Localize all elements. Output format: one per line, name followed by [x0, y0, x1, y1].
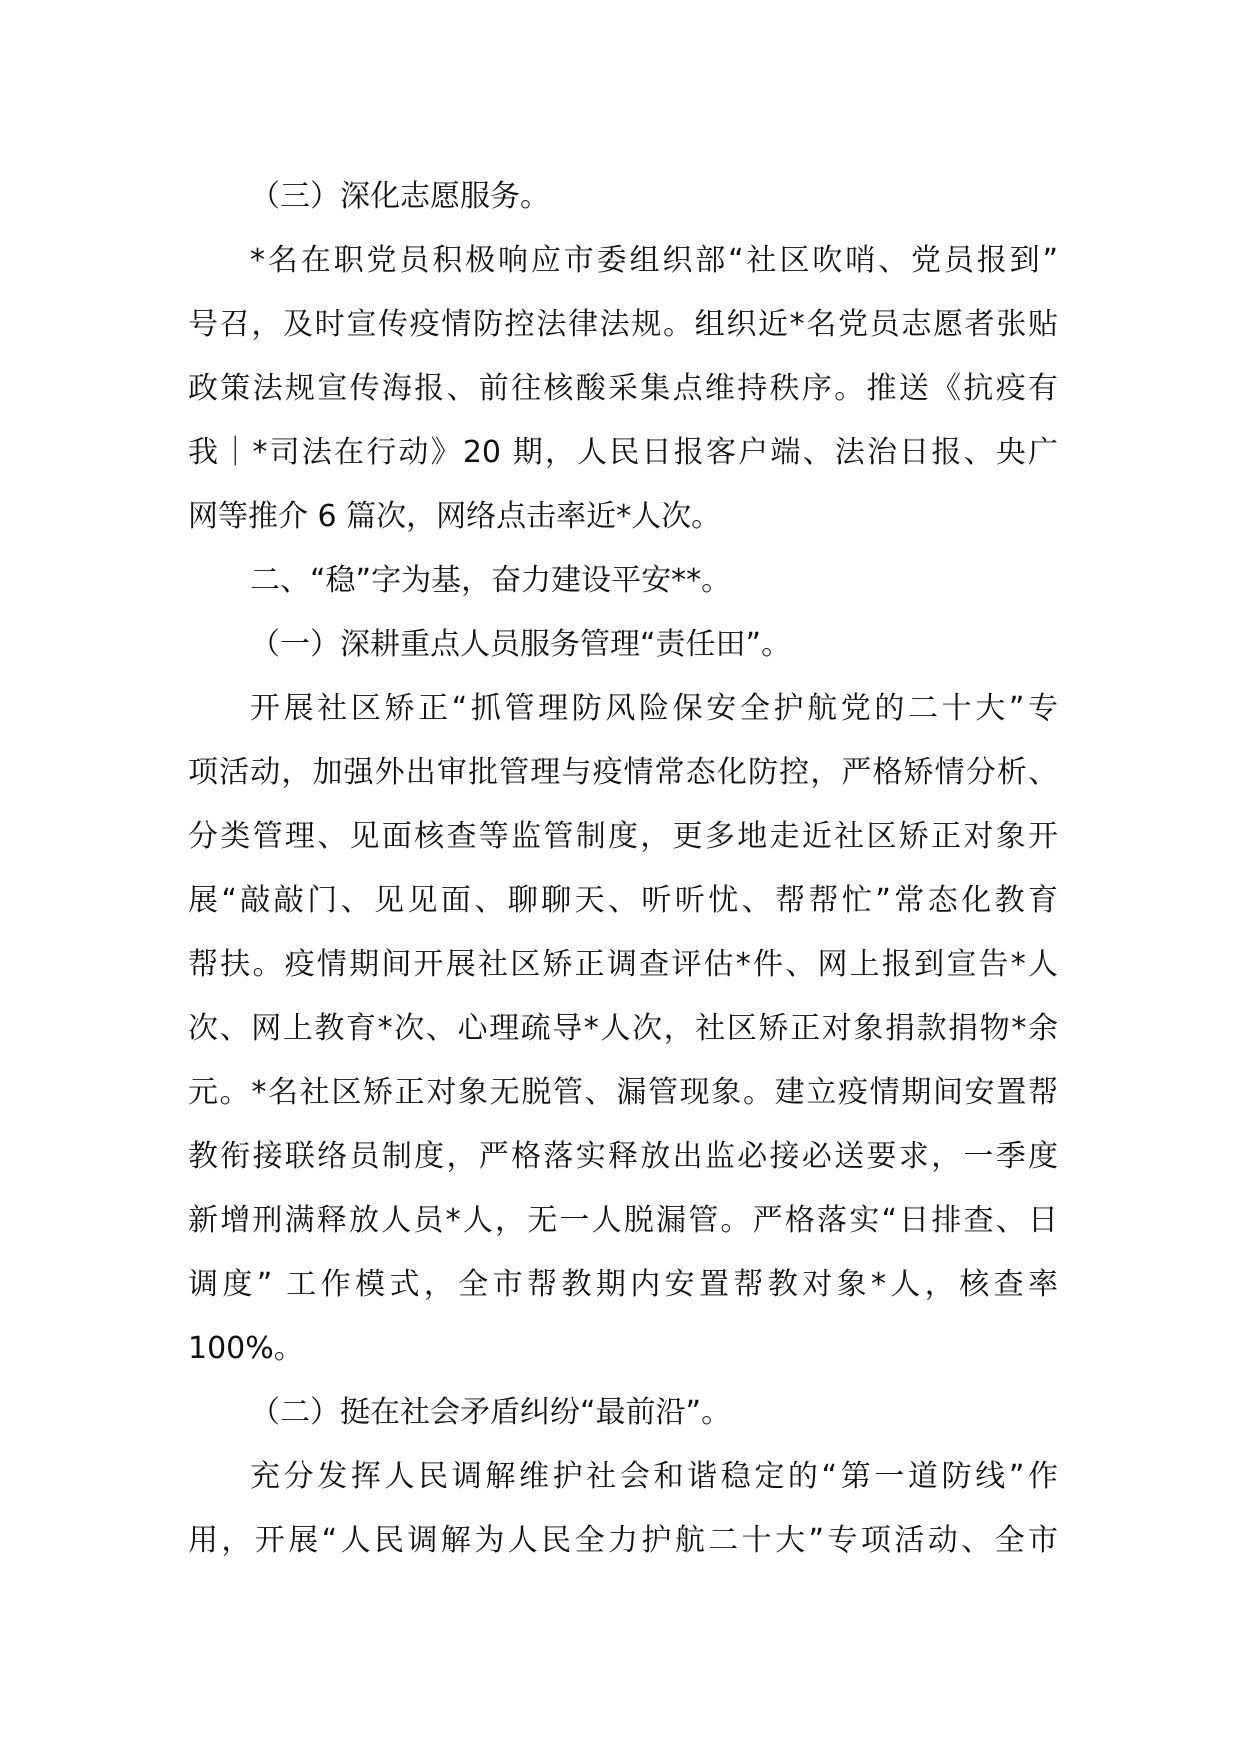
paragraph-line: 帮扶。疫情期间开展社区矫正调查评估*件、网上报到宣告*人 — [188, 947, 1058, 982]
paragraph-line: 开展社区矫正“抓管理防风险保安全护航党的二十大”专 — [250, 691, 1058, 726]
paragraph-line: 元。*名社区矫正对象无脱管、漏管现象。建立疫情期间安置帮 — [188, 1075, 1058, 1110]
paragraph-line: 政策法规宣传海报、前往核酸采集点维持秩序。推送《抗疫有 — [188, 371, 1058, 406]
paragraph-line: 用，开展“人民调解为人民全力护航二十大”专项活动、全市 — [188, 1523, 1058, 1558]
paragraph-line: 分类管理、见面核查等监管制度，更多地走近社区矫正对象开 — [188, 819, 1058, 854]
paragraph-line: 次、网上教育*次、心理疏导*人次，社区矫正对象捐款捐物*余 — [188, 1011, 1058, 1046]
paragraph-line: 充分发挥人民调解维护社会和谐稳定的“第一道防线”作 — [250, 1459, 1058, 1494]
section-heading-3: （三）深化志愿服务。 — [250, 179, 550, 214]
paragraph-line: 教衔接联络员制度，严格落实释放出监必接必送要求，一季度 — [188, 1139, 1058, 1174]
paragraph-line: 网等推介 6 篇次，网络点击率近*人次。 — [188, 499, 722, 534]
section-heading-2: （二）挺在社会矛盾纠纷“最前沿”。 — [250, 1395, 732, 1430]
paragraph-line: 新增刑满释放人员*人，无一人脱漏管。严格落实“日排查、日 — [188, 1203, 1058, 1238]
paragraph-line: *名在职党员积极响应市委组织部“社区吹哨、党员报到” — [250, 243, 1058, 278]
paragraph-line: 项活动，加强外出审批管理与疫情常态化防控，严格矫情分析、 — [188, 755, 1058, 790]
paragraph-line: 展“敲敲门、见见面、聊聊天、听听忧、帮帮忙”常态化教育 — [188, 883, 1058, 918]
paragraph-line: 100%。 — [188, 1331, 304, 1366]
paragraph-line: 号召，及时宣传疫情防控法律法规。组织近*名党员志愿者张贴 — [188, 307, 1058, 342]
section-heading-1: （一）深耕重点人员服务管理“责任田”。 — [250, 627, 792, 662]
paragraph-line: 调度” 工作模式，全市帮教期内安置帮教对象*人，核查率 — [188, 1267, 1058, 1302]
chapter-heading-2: 二、“稳”字为基，奋力建设平安**。 — [250, 563, 732, 598]
paragraph-line: 我｜*司法在行动》20 期，人民日报客户端、法治日报、央广 — [188, 435, 1058, 470]
